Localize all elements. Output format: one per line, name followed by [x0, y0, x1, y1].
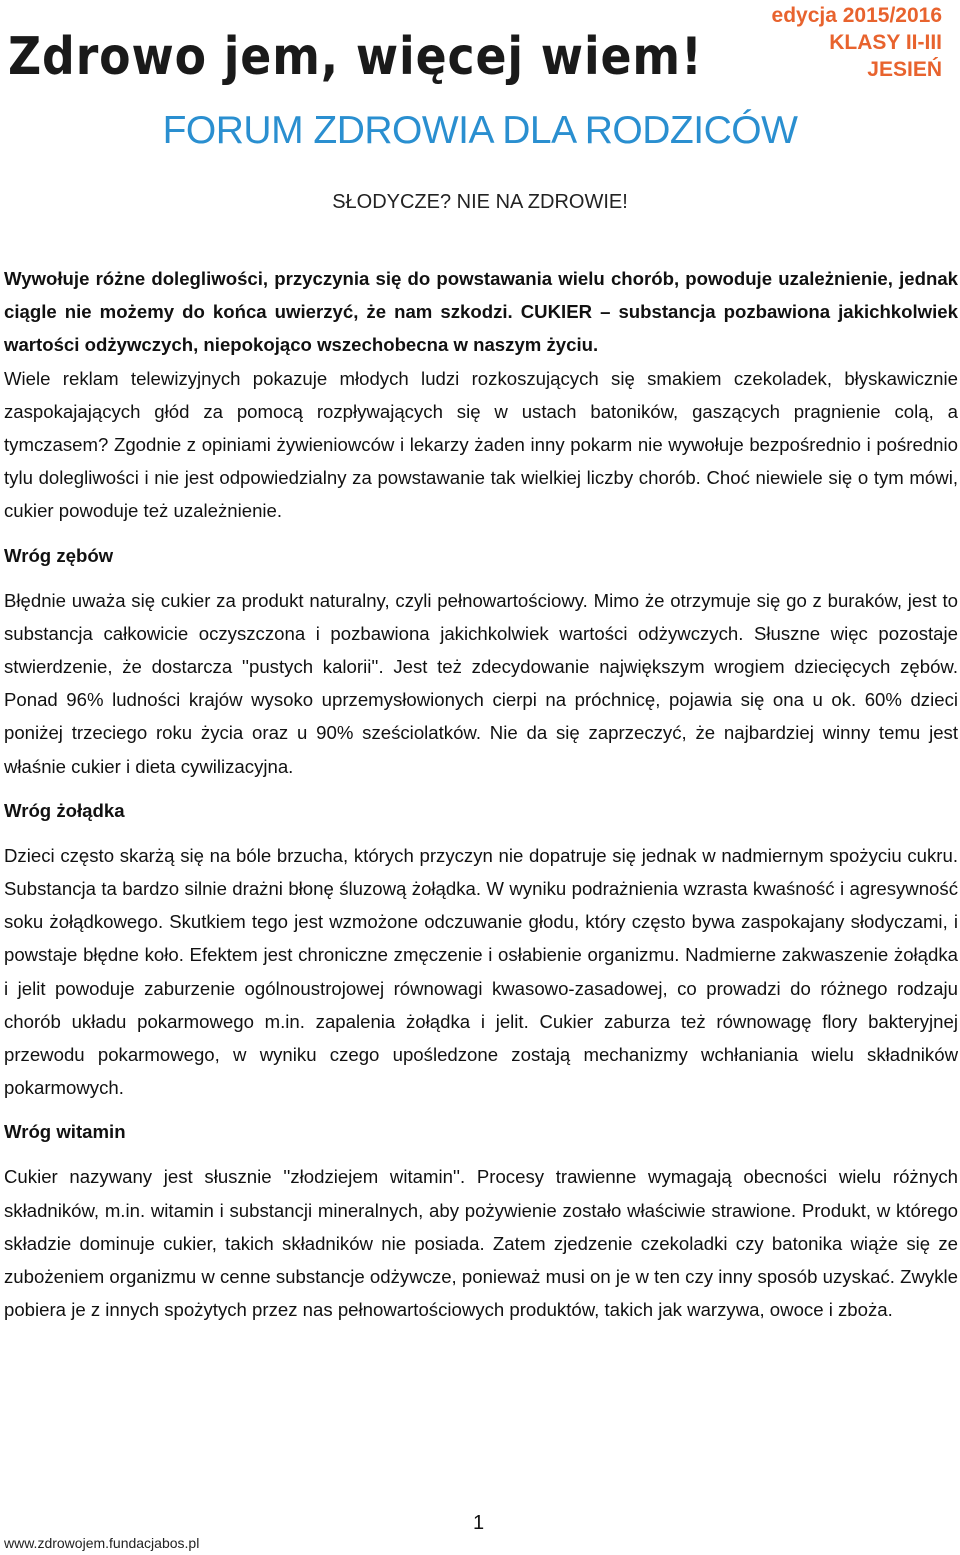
- section-heading-teeth: Wróg zębów: [4, 544, 114, 566]
- section-heading-stomach: Wróg żołądka: [4, 799, 125, 821]
- paragraph: Wiele reklam telewizyjnych pokazuje młodych ludzi rozkoszujących się smakiem czekoladek, błyskawicznie zaspokajających głód za pomocą rozpływających się w ustach batoników, gaszących pragnienie colą, a tymczasem? Zgodnie z opiniami żywieniowców i lekarzy żaden inny pokarm nie wywołuje bezpośrednio i pośrednio tylu dolegliwości i nie jest odpowiedzialny za powstawanie tak wielkiej liczby chorób. Choć niewiele się o tym mówi, cukier powoduje też uzależnienie.: [4, 367, 958, 522]
- edition-classes: KLASY II-III: [829, 31, 942, 54]
- page-subtitle: SŁODYCZE? NIE NA ZDROWIE!: [332, 191, 628, 213]
- edition-badge: [772, 2, 942, 83]
- intro-paragraph: Wywołuje różne dolegliwości, przyczynia się do powstawania wielu chorób, powoduje uzależnienie, jednak ciągle nie możemy do końca uwierzyć, że nam szkodzi. CUKIER – substancja pozbawiona jakichkolwiek wartości odżywczych, niepokojąco wszechobecna w naszym życiu.: [4, 268, 958, 356]
- section-text-vitamins: Cukier nazywany jest słusznie ''złodziejem witamin''. Procesy trawienne wymagają obecności wielu różnych składników, m.in. witamin i substancji mineralnych, aby pożywienie zostało właściwie strawione. Produkt, w którego składzie dominuje cukier, takich składników nie posiada. Zatem zjedzenie czekoladki czy batonika wiąże się ze zubożeniem organizmu w cenne substancje odżywcze, ponieważ musi on je w ten czy inny sposób uzyskać. Zwykle pobiera je z innych spożytych przez nas pełnowartościowych produktów, takich jak warzywa, owoce i zboża.: [4, 1166, 958, 1321]
- footer-url[interactable]: www.zdrowojem.fundacjabos.pl: [4, 1535, 200, 1551]
- section-text-teeth: Błędnie uważa się cukier za produkt naturalny, czyli pełnowartościowy. Mimo że otrzymuje się go z buraków, jest to substancja całkowicie oczyszczona i pozbawiona jakichkolwiek wartości odżywczych. Słuszne więc pozostaje stwierdzenie, że dostarcza ''pustych kalorii''. Jest też zdecydowanie największym wrogiem dziecięcych zębów. Ponad 96% ludności krajów wysoko uprzemysłowionych cierpi na próchnicę, pojawia się ona u ok. 60% dzieci poniżej trzeciego roku życia oraz u 90% sześciolatków. Nie da się zaprzeczyć, że najbardziej winny temu jest właśnie cukier i dieta cywilizacyjna.: [4, 589, 958, 777]
- section-heading-vitamins: Wróg witamin: [4, 1121, 126, 1143]
- section-text-stomach: Dzieci często skarżą się na bóle brzucha, których przyczyn nie dopatruje się jednak w nadmiernym spożyciu cukru. Substancja ta bardzo silnie drażni błonę śluzową żołądka. W wyniku podrażnienia wzrasta kwaśność i agresywność soku żołądkowego. Skutkiem tego jest wzmożone odczuwanie głodu, który często bywa zaspokajany słodyczami, i powstaje błędne koło. Efektem jest chroniczne zmęczenie i osłabienie organizmu. Nadmierne zakwaszenie żołądka i jelit powoduje zaburzenie ogólnoustrojowej równowagi kwasowo-zasadowej, co prowadzi do różnego rodzaju chorób układu pokarmowego m.in. zapalenia żołądka i jelit. Cukier zaburza też równowagę flory bakteryjnej przewodu pokarmowego, w wyniku czego upośledzone zostają mechanizmy wchłaniania wielu składników pokarmowych.: [4, 844, 958, 1099]
- logo: Zdrowo jem, więcej wiem!: [8, 27, 703, 87]
- page-title: FORUM ZDROWIA DLA RODZICÓW: [162, 109, 798, 152]
- page-number: 1: [473, 1512, 485, 1534]
- edition-season: JESIEŃ: [867, 58, 942, 81]
- edition-year: edycja 2015/2016: [771, 4, 942, 27]
- article-body: [4, 262, 958, 1326]
